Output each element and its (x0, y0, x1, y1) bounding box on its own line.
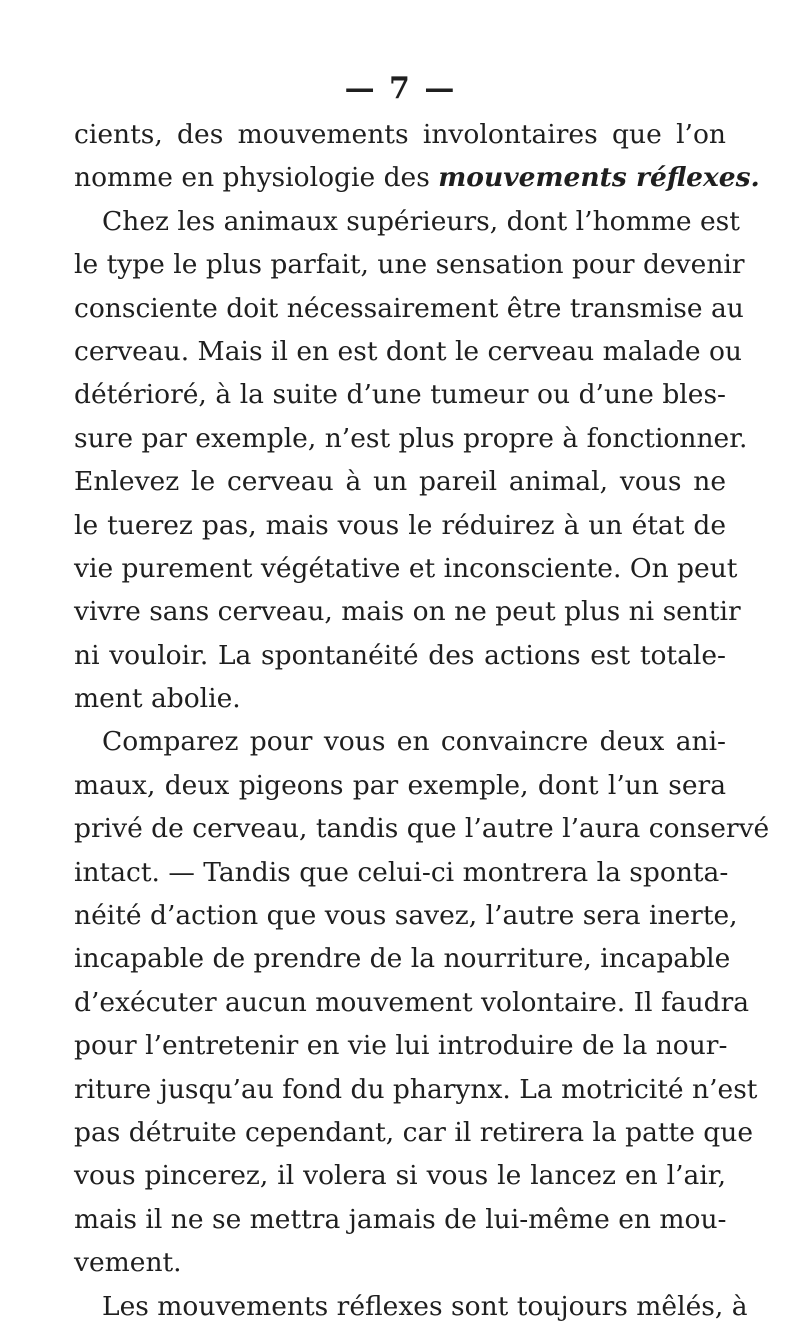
page-number: — 7 — (344, 71, 457, 106)
text-line: vivre sans cerveau, mais on ne peut plus ni sentir (74, 596, 741, 628)
text-line: sure par exemple, n’est plus propre à fonctionner. (74, 422, 748, 454)
text-line: vous pincerez, il volera si vous le lancez en l’air, (74, 1160, 726, 1192)
emphasized-term: mouvements réflexes. (438, 162, 760, 194)
paragraph-start-line: Les mouvements réflexes sont toujours mêlés, à (102, 1290, 748, 1322)
paragraph-start-line: Chez les animaux supérieurs, dont l’homme est (102, 205, 740, 237)
text-line: néité d’action que vous savez, l’autre sera inerte, (74, 900, 738, 932)
text-line: cerveau. Mais il en est dont le cerveau malade ou (74, 335, 742, 367)
text-line: pour l’entretenir en vie lui introduire de la nour- (74, 1030, 728, 1062)
text-line: pas détruite cependant, car il retirera la patte que (74, 1116, 754, 1148)
body-text (74, 113, 770, 1328)
text-line: privé de cerveau, tandis que l’autre l’aura conservé (74, 813, 770, 845)
text-line: nomme en physiologie des mouvements réflexes. (74, 162, 760, 194)
paragraph-end-line: vement. (74, 1247, 182, 1279)
text-line: riture jusqu’au fond du pharynx. La motricité n’est (74, 1073, 758, 1105)
text-line: détérioré, à la suite d’une tumeur ou d’une bles- (74, 379, 726, 411)
text-line: vie purement végétative et inconsciente. On peut (74, 552, 738, 584)
paragraph-end-line: ment abolie. (74, 683, 241, 715)
text-line: ni vouloir. La spontanéité des actions est totale- (74, 639, 726, 671)
text-line: le type le plus parfait, une sensation pour devenir (74, 249, 745, 281)
text-line: Enlevez le cerveau à un pareil animal, vous ne (74, 466, 726, 498)
text-line: consciente doit nécessairement être transmise au (74, 292, 744, 324)
text-line: mais il ne se mettra jamais de lui-même en mou- (74, 1203, 727, 1235)
text-line: incapable de prendre de la nourriture, incapable (74, 943, 731, 975)
text-line: le tuerez pas, mais vous le réduirez à un état de (74, 509, 726, 541)
paragraph-start-line: Comparez pour vous en convaincre deux ani- (102, 726, 726, 758)
text-line: intact. — Tandis que celui-ci montrera la sponta- (74, 856, 729, 888)
text-line: cients, des mouvements involontaires que l’on (74, 119, 726, 150)
text-line: maux, deux pigeons par exemple, dont l’un sera (74, 769, 726, 801)
text-line: d’exécuter aucun mouvement volontaire. Il faudra (74, 986, 750, 1018)
